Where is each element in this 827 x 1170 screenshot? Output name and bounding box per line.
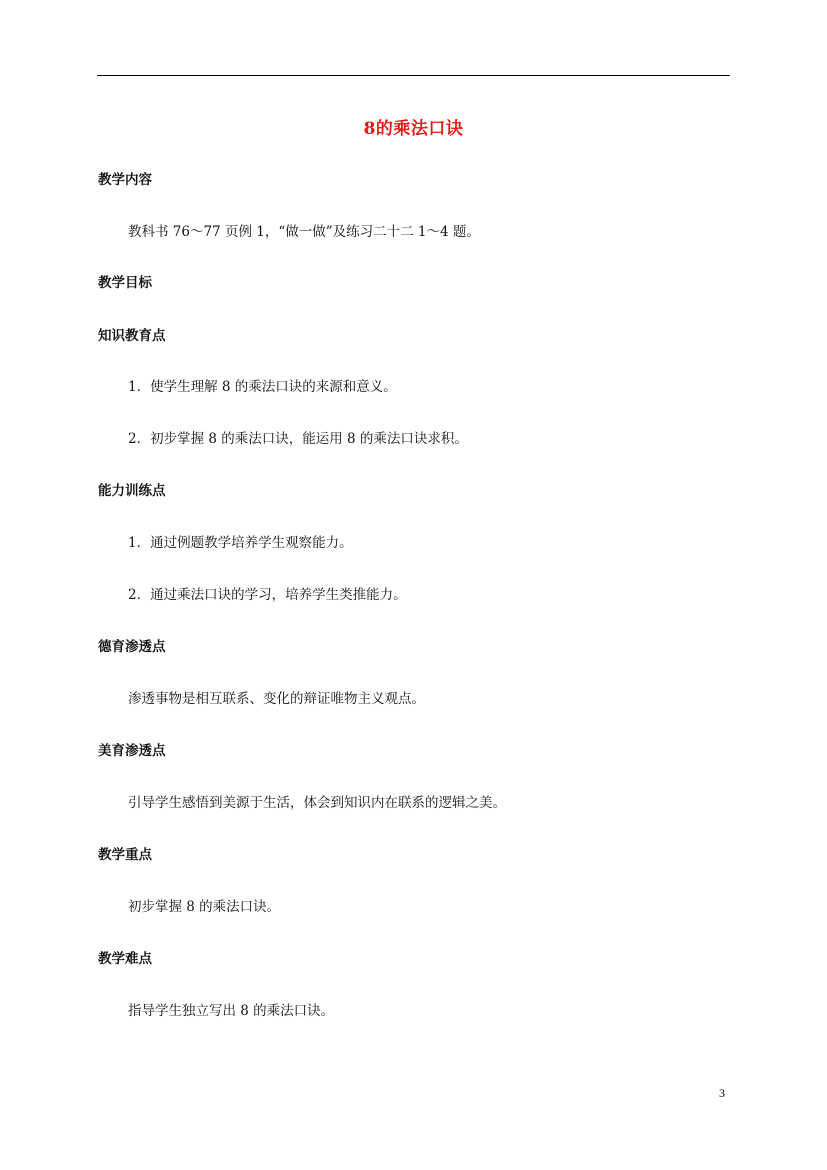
heading-teaching-goals: 教学目标 <box>98 275 152 291</box>
paragraph-moral: 渗透事物是相互联系、变化的辩证唯物主义观点。 <box>128 691 425 707</box>
heading-aesthetic-points: 美育渗透点 <box>98 743 166 759</box>
ability-item-1: 1．通过例题教学培养学生观察能力。 <box>128 535 353 551</box>
heading-knowledge-points: 知识教育点 <box>98 328 166 344</box>
ability-item-2: 2．通过乘法口诀的学习，培养学生类推能力。 <box>128 587 407 603</box>
knowledge-item-2: 2．初步掌握 8 的乘法口诀，能运用 8 的乘法口诀求积。 <box>128 431 468 447</box>
heading-key-points: 教学重点 <box>98 847 152 863</box>
page-number: 3 <box>719 1086 725 1100</box>
heading-moral-points: 德育渗透点 <box>98 639 166 655</box>
paragraph-aesthetic: 引导学生感悟到美源于生活，体会到知识内在联系的逻辑之美。 <box>128 795 506 811</box>
heading-difficulty: 教学难点 <box>98 951 152 967</box>
header-rule <box>97 75 730 76</box>
paragraph-difficulty: 指导学生独立写出 8 的乘法口诀。 <box>128 1003 335 1019</box>
heading-ability-points: 能力训练点 <box>98 483 166 499</box>
paragraph-teaching-content: 教科书 76～77 页例 1，“做一做”及练习二十二 1～4 题。 <box>128 224 480 240</box>
heading-teaching-content: 教学内容 <box>98 172 152 188</box>
knowledge-item-1: 1．使学生理解 8 的乘法口诀的来源和意义。 <box>128 379 397 395</box>
page-title: 8的乘法口诀 <box>363 119 464 139</box>
paragraph-key-points: 初步掌握 8 的乘法口诀。 <box>128 899 281 915</box>
